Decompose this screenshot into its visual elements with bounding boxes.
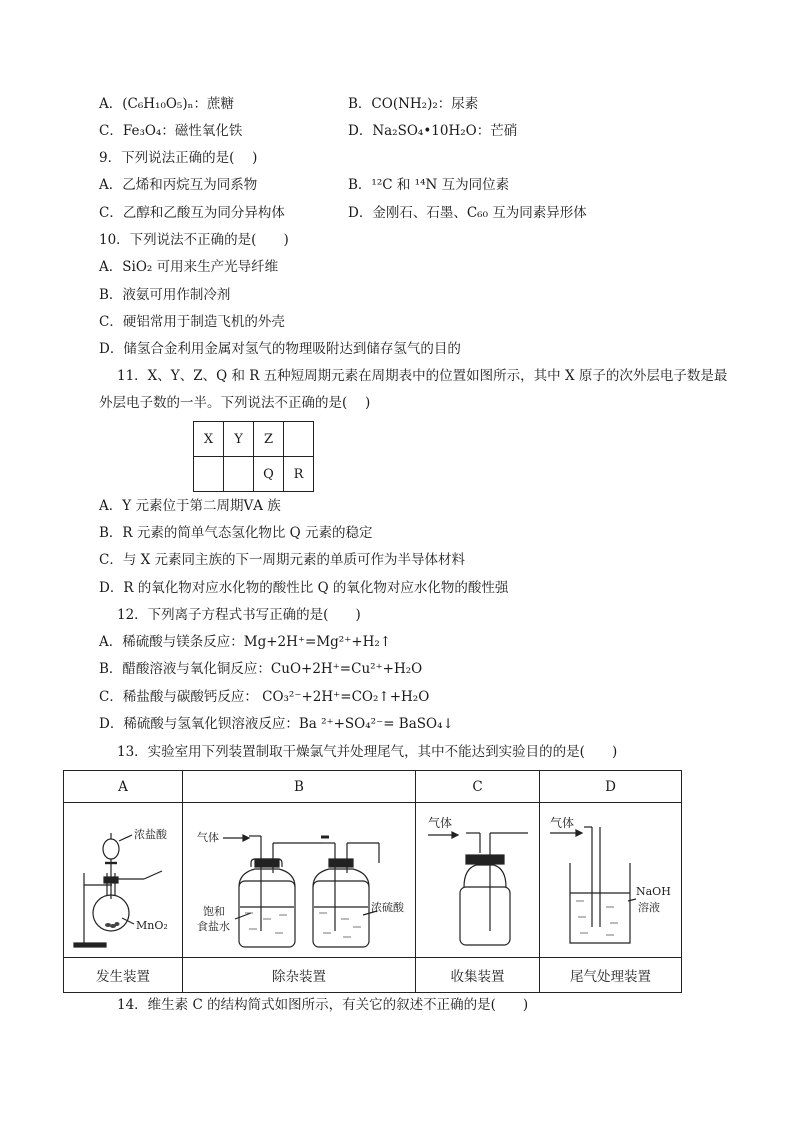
apparatus-d-cell <box>540 803 682 958</box>
q10-option-c: C．硬铝常用于制造飞机的外壳 <box>99 314 285 330</box>
cell-x: X <box>194 422 224 457</box>
stopper-2 <box>329 859 353 867</box>
q11-option-b: B．R 元素的简单气态氢化物比 Q 元素的稳定 <box>99 525 373 541</box>
apparatus-c-cell <box>416 803 540 958</box>
q12-option-a: A．稀硫酸与镁条反应：Mg+2H⁺=Mg²⁺+H₂↑ <box>99 634 392 650</box>
label-gas-in-c: 气体 <box>428 816 453 830</box>
purification-apparatus-figure <box>183 803 415 953</box>
cell-q: Q <box>254 457 284 492</box>
collection-apparatus-figure <box>416 803 539 953</box>
apparatus-table <box>63 770 682 993</box>
footer-d: 尾气处理装置 <box>540 958 682 993</box>
header-c: C <box>416 771 540 803</box>
q10-option-d: D．储氢合金利用金属对氢气的物理吸附达到储存氢气的目的 <box>99 341 461 357</box>
label-brine-line1: 饱和 <box>203 905 225 918</box>
separatory-funnel <box>103 839 119 859</box>
label-conc-h2so4: 浓硫酸 <box>371 901 404 914</box>
footer-c: 收集装置 <box>416 958 540 993</box>
label-brine-line2: 食盐水 <box>197 920 230 933</box>
mno2-solid <box>105 922 120 928</box>
q12-stem: 12．下列离子方程式书写正确的是( ) <box>117 607 361 623</box>
q9-option-b: B．¹²C 和 ¹⁴N 互为同位素 <box>348 177 510 193</box>
q11-option-c: C．与 X 元素同主族的下一周期元素的单质可作为半导体材料 <box>99 552 466 568</box>
apparatus-a-cell <box>64 803 183 958</box>
q9-stem: 9．下列说法正确的是( ) <box>99 150 258 166</box>
tail-gas-apparatus-figure <box>540 803 681 953</box>
header-a: A <box>64 771 183 803</box>
label-gas-in-d: 气体 <box>550 816 575 830</box>
wash-bottle-2 <box>313 881 369 947</box>
q12-option-b: B．醋酸溶液与氧化铜反应：CuO+2H⁺=Cu²⁺+H₂O <box>99 661 423 677</box>
q14-stem: 14．维生素 C 的结构简式如图所示，有关它的叙述不正确的是( ) <box>117 997 529 1013</box>
q9-option-d: D．金刚石、石墨、C₆₀ 互为同素异形体 <box>348 205 587 221</box>
label-mno2: MnO₂ <box>136 919 168 932</box>
q8-option-c: C．Fe₃O₄：磁性氧化铁 <box>99 123 243 139</box>
periodic-table-fragment <box>193 421 314 492</box>
stopper-1 <box>255 859 279 867</box>
cell-r: R <box>284 457 314 492</box>
q8-option-d: D．Na₂SO₄•10H₂O：芒硝 <box>348 123 518 139</box>
q10-stem: 10．下列说法不正确的是( ) <box>99 232 289 248</box>
apparatus-b-cell <box>183 803 416 958</box>
stopper-c <box>466 855 504 864</box>
q12-option-c: C．稀盐酸与碳酸钙反应： CO₃²⁻+2H⁺=CO₂↑+H₂O <box>99 689 430 705</box>
liquid-hatching <box>245 913 361 937</box>
header-b: B <box>183 771 416 803</box>
generation-apparatus-figure <box>64 803 182 953</box>
footer-b: 除杂装置 <box>183 958 416 993</box>
label-conc-hcl: 浓盐酸 <box>134 828 167 841</box>
q11-option-a: A．Y 元素位于第二周期ⅤA 族 <box>99 498 281 514</box>
q9-option-c: C．乙醇和乙酸互为同分异构体 <box>99 205 285 221</box>
cell-empty <box>194 457 224 492</box>
cell-y: Y <box>224 422 254 457</box>
stand-base <box>74 943 106 947</box>
q10-option-b: B．液氨可用作制冷剂 <box>99 287 231 303</box>
q11-stem-line2: 外层电子数的一半。下列说法不正确的是( ) <box>99 395 371 411</box>
q11-stem-line1: 11．X、Y、Z、Q 和 R 五种短周期元素在周期表中的位置如图所示，其中 X 原子的次外层电子数是最 <box>117 368 728 384</box>
footer-a: 发生装置 <box>64 958 183 993</box>
q8-option-b: B．CO(NH₂)₂：尿素 <box>348 96 479 112</box>
cell-z: Z <box>254 422 284 457</box>
q13-stem: 13．实验室用下列装置制取干燥氯气并处理尾气，其中不能达到实验目的的是( ) <box>117 744 618 760</box>
label-gas-in-b: 气体 <box>197 831 219 844</box>
q10-option-a: A．SiO₂ 可用来生产光导纤维 <box>99 259 279 275</box>
q9-option-a: A．乙烯和丙烷互为同系物 <box>99 177 258 193</box>
q8-option-a: A．(C₆H₁₀O₅)ₙ：蔗糖 <box>99 96 234 112</box>
q12-option-d: D．稀硫酸与氢氧化钡溶液反应：Ba ²⁺+SO₄²⁻= BaSO₄↓ <box>99 716 454 732</box>
cell-empty <box>224 457 254 492</box>
q11-option-d: D．R 的氧化物对应水化物的酸性比 Q 的氧化物对应水化物的酸性强 <box>99 580 509 596</box>
label-solution: 溶液 <box>638 901 660 914</box>
cell-empty <box>284 422 314 457</box>
collection-bottle <box>460 887 510 945</box>
label-naoh: NaOH <box>636 885 671 898</box>
naoh-hatching <box>576 901 618 935</box>
header-d: D <box>540 771 682 803</box>
